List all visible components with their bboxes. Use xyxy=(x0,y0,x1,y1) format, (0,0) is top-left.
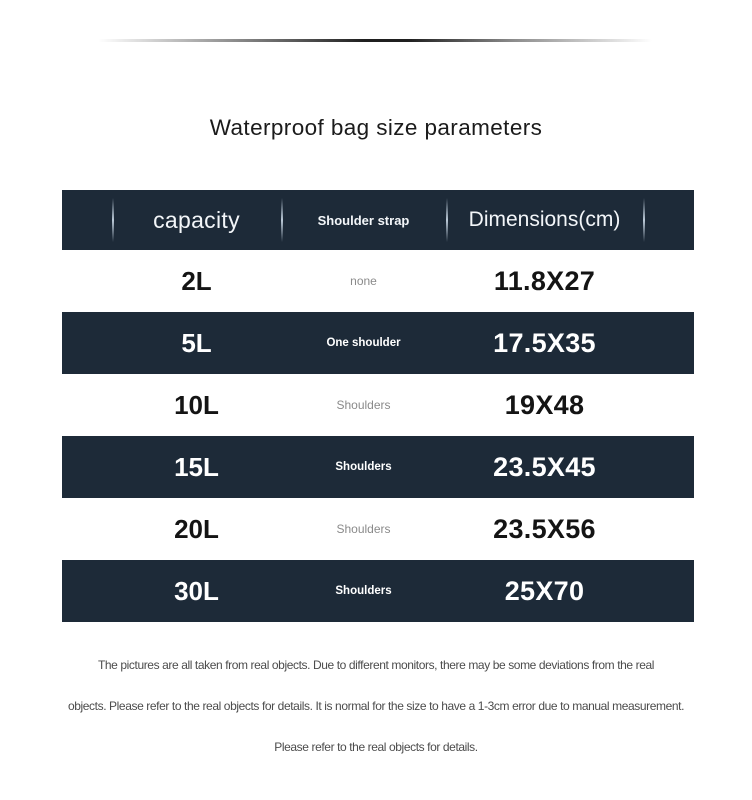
capacity-cell: 15L xyxy=(174,451,219,482)
dimensions-cell: 19X48 xyxy=(504,389,585,420)
header-capacity: capacity xyxy=(153,206,240,233)
disclaimer-line: objects. Please refer to the real objects for details. It is normal for the size to have a 1-3cm error due to manual measurement. xyxy=(67,699,685,713)
table-header-row xyxy=(62,190,694,250)
capacity-cell: 20L xyxy=(174,513,219,544)
strap-cell: Shoulders xyxy=(336,522,391,536)
header-divider xyxy=(446,198,448,242)
capacity-cell: 2L xyxy=(181,265,212,296)
strap-cell: Shoulders xyxy=(335,585,392,597)
header-divider xyxy=(112,198,114,242)
page-title: Waterproof bag size parameters xyxy=(209,115,543,140)
header-dimensions: Dimensions(cm) xyxy=(468,208,621,231)
header-divider xyxy=(281,198,283,242)
header-strap: Shoulder strap xyxy=(317,212,410,228)
capacity-cell: 5L xyxy=(181,327,212,358)
strap-cell: Shoulders xyxy=(335,461,392,473)
strap-cell: Shoulders xyxy=(336,398,391,412)
strap-cell: One shoulder xyxy=(326,337,401,349)
dimensions-cell: 23.5X56 xyxy=(493,513,596,544)
disclaimer-text xyxy=(0,645,752,768)
table-row xyxy=(62,250,694,312)
disclaimer-line: Please refer to the real objects for details. xyxy=(274,740,478,754)
strap-cell: none xyxy=(350,274,377,288)
size-table xyxy=(62,190,694,622)
table-row xyxy=(62,436,694,498)
disclaimer-line: The pictures are all taken from real objects. Due to different monitors, there may be some deviations from the real xyxy=(97,658,655,672)
header-divider xyxy=(643,198,645,242)
table-row xyxy=(62,374,694,436)
capacity-cell: 30L xyxy=(174,575,219,606)
dimensions-cell: 17.5X35 xyxy=(493,327,596,358)
decorative-divider xyxy=(98,39,652,42)
dimensions-cell: 23.5X45 xyxy=(493,451,596,482)
dimensions-cell: 25X70 xyxy=(504,575,585,606)
capacity-cell: 10L xyxy=(174,389,219,420)
table-row xyxy=(62,560,694,622)
table-row xyxy=(62,312,694,374)
table-row xyxy=(62,498,694,560)
dimensions-cell: 11.8X27 xyxy=(493,265,596,296)
